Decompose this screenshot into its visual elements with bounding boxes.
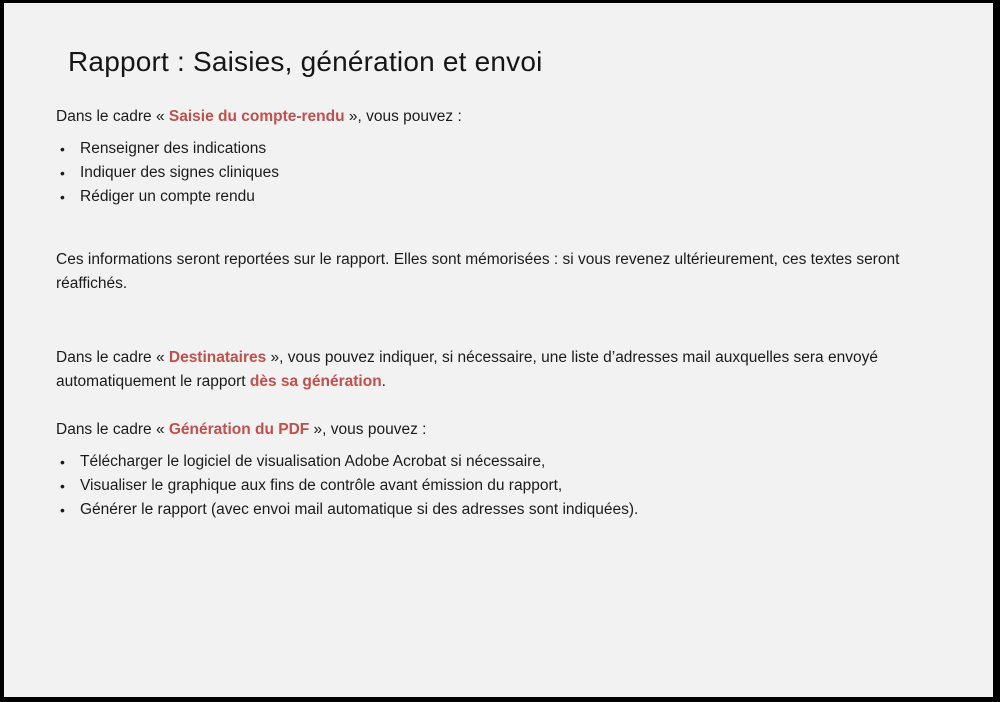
bullet-list-generation <box>56 450 946 522</box>
intro-saisie-pre: Dans le cadre « <box>56 107 169 125</box>
list-item <box>56 450 946 474</box>
highlight-saisie-du-compte-rendu: Saisie du compte-rendu <box>168 107 345 125</box>
bullet-text: Renseigner des indications <box>80 140 267 157</box>
list-item <box>56 137 946 161</box>
bullet-icon: • <box>60 478 65 494</box>
bullet-text: Télécharger le logiciel de visualisation Adobe Acrobat si nécessaire, <box>80 453 546 470</box>
highlight-generation-du-pdf: Génération du PDF <box>168 420 310 438</box>
bullet-icon: • <box>60 502 65 518</box>
dest-mid: », vous pouvez indiquer, si nécessaire, une liste d’adresses mail auxquelles sera envoyé automatiquement le rapport <box>56 348 878 390</box>
highlight-des-sa-generation: dès sa génération <box>249 372 382 390</box>
paragraph-destinataires <box>56 346 946 394</box>
list-item <box>56 474 946 498</box>
bullet-icon: • <box>60 454 65 470</box>
bullet-text: Rédiger un compte rendu <box>80 188 255 205</box>
dest-pre: Dans le cadre « <box>56 348 169 366</box>
dest-post: . <box>381 372 386 390</box>
bullet-list-saisie <box>56 137 946 209</box>
intro-saisie-post: », vous pouvez : <box>344 107 462 125</box>
slide-canvas <box>4 3 993 697</box>
bullet-text: Indiquer des signes cliniques <box>80 164 280 181</box>
bullet-text: Générer le rapport (avec envoi mail automatique si des adresses sont indiquées). <box>80 501 639 518</box>
paragraph-memorisation-note: Ces informations seront reportées sur le rapport. Elles sont mémorisées : si vous revenez ultérieurement, ces textes seront réaffichés. <box>56 250 900 292</box>
bullet-icon: • <box>60 141 65 157</box>
slide-title: Rapport : Saisies, génération et envoi <box>68 45 543 77</box>
paragraph-saisie-intro <box>56 105 946 129</box>
bullet-icon: • <box>60 189 65 205</box>
list-item <box>56 498 946 522</box>
gen-pre: Dans le cadre « <box>56 420 169 438</box>
list-item <box>56 185 946 209</box>
highlight-destinataires: Destinataires <box>168 348 267 366</box>
bullet-icon: • <box>60 165 65 181</box>
gen-post: », vous pouvez : <box>309 420 427 438</box>
paragraph-generation-intro <box>56 418 946 442</box>
list-item <box>56 161 946 185</box>
bullet-text: Visualiser le graphique aux fins de contrôle avant émission du rapport, <box>80 477 563 494</box>
